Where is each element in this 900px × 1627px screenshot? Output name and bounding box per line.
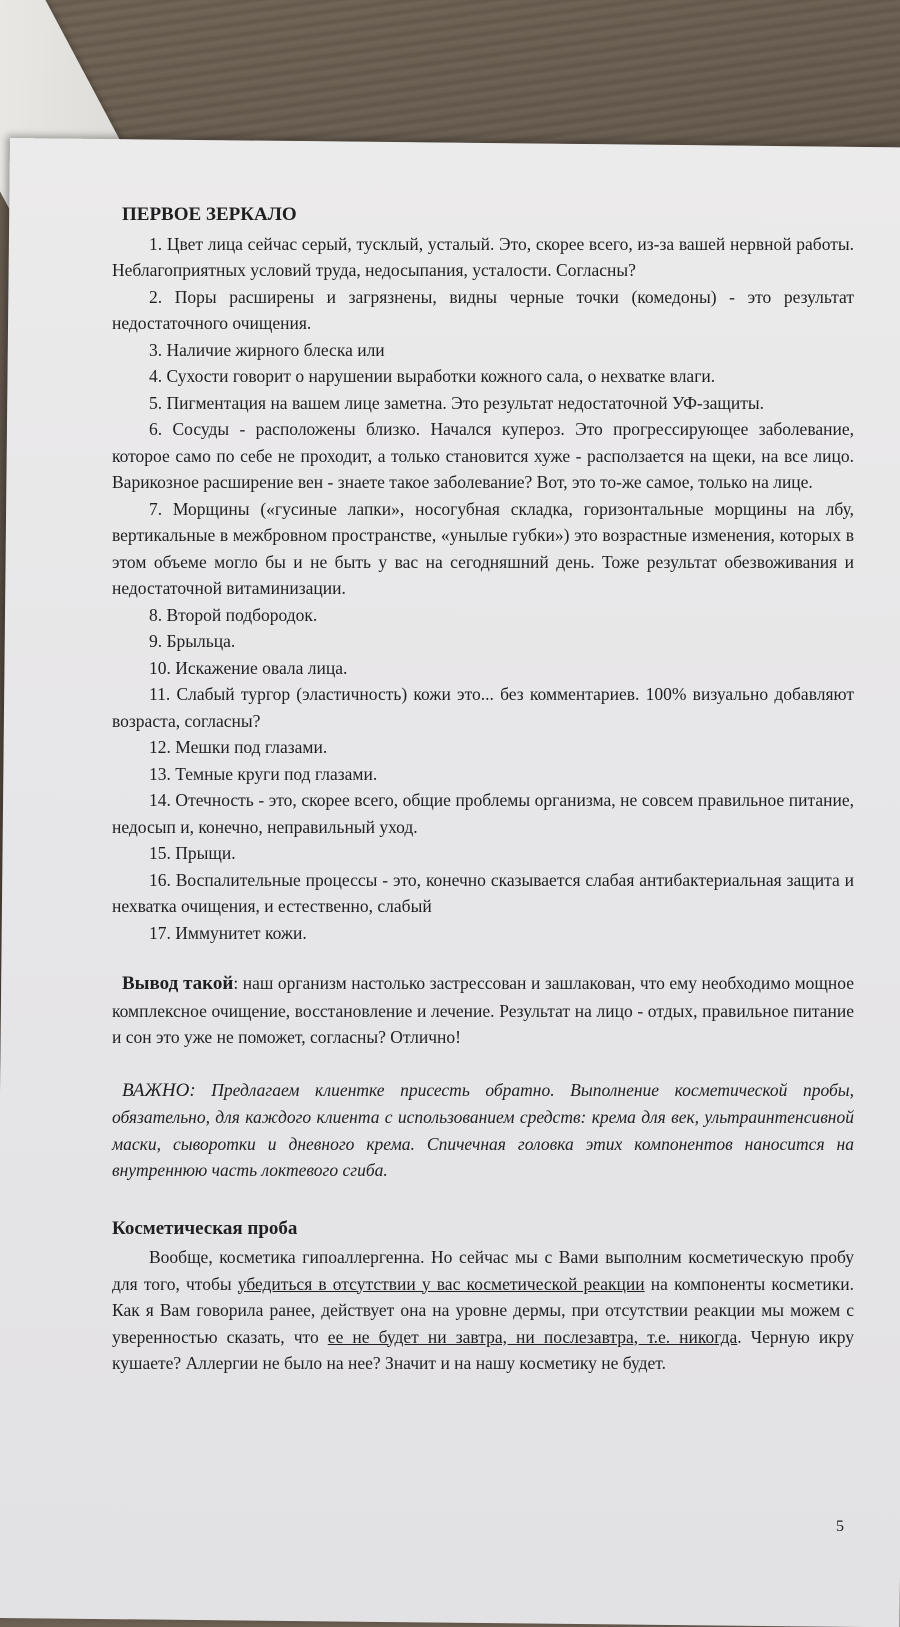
list-item: 16. Воспалительные процессы - это, конечно сказывается слабая антибактериальная защита и нехватка очищения, и естественно, слабый (112, 869, 854, 916)
important-text: Предлагаем клиентке присесть обратно. Выполнение косметической пробы, обязательно, для каждого клиента с использованием средств: крема для век, ультраинтенсивной маски, сыворотки и дневного крема. Спичечная головка этих компонентов наносится на внутреннюю часть локтевого сгиба. (112, 1079, 854, 1180)
list-item: 3. Наличие жирного блеска или (149, 339, 385, 360)
list-item: 5. Пигментация на вашем лице заметна. Это результат недостаточной УФ-защиты. (149, 392, 765, 413)
list-item: 2. Поры расширены и загрязнены, видны черные точки (комедоны) - это результат недостаточного очищения. (112, 286, 854, 333)
list-item: 17. Иммунитет кожи. (149, 922, 307, 943)
important-lead: ВАЖНО: (122, 1079, 196, 1101)
list-item: 14. Отечность - это, скорее всего, общие проблемы организма, не совсем правильное питание, недосып и, конечно, неправильный уход. (112, 790, 854, 837)
list-item: 11. Слабый тургор (эластичность) кожи это... без комментариев. 100% визуально добавляют возраста, согласны? (112, 684, 854, 731)
section-paragraph (112, 1244, 854, 1377)
list-item: 15. Прыщи. (149, 843, 236, 863)
conclusion-lead: Вывод такой (122, 973, 234, 994)
list-item: 7. Морщины («гусиные лапки», носогубная складка, горизонтальные морщины на лбу, вертикальные в межбровном пространстве, «унылые губки») это возрастные изменения, которых в этом объеме могло бы и не быть у вас на сегодняшний день. Тоже результат обезвоживания и недостаточной витаминизации. (112, 498, 854, 598)
paragraph-part: Вообще, косметика гипоаллергенна. Но сейчас мы с Вами выполним косметическую пробу для того, чтобы (112, 1247, 854, 1294)
list-item: 12. Мешки под глазами. (149, 737, 328, 757)
list-item: 4. Сухости говорит о нарушении выработки кожного сала, о нехватке влаги. (149, 366, 716, 386)
list-item: 1. Цвет лица сейчас серый, тусклый, усталый. Это, скорее всего, из-за вашей нервной работы. Неблагоприятных условий труда, недосыпания, усталости. Согласны? (112, 233, 854, 280)
document-body (112, 202, 854, 1377)
underlined-phrase: ее не будет ни завтра, ни послезавтра, т.е. никогда (327, 1326, 738, 1347)
important-note (112, 1077, 854, 1184)
section-title: Косметическая проба (112, 1217, 298, 1239)
conclusion-paragraph (112, 970, 854, 1051)
paragraph-part: на компоненты косметики. Как я Вам говорила ранее, действует она на уровне дермы, при отсутствии реакции мы можем с уверенностью сказать, что (112, 1273, 855, 1347)
conclusion-text: : наш организм настолько застрессован и зашлакован, что ему необходимо мощное комплексное очищение, восстановление и лечение. Результат на лицо - отдых, правильное питание и сон это уже не поможет, согласны? Отлично! (112, 973, 854, 1047)
list-item: 10. Искажение овала лица. (149, 657, 348, 678)
document-title: ПЕРВОЕ ЗЕРКАЛО (122, 204, 297, 225)
paragraph-part: . Черную икру кушаете? Аллергии не было на нее? Значит и на нашу косметику не будет. (112, 1326, 855, 1373)
list-item: 9. Брыльца. (149, 631, 236, 651)
list-item: 6. Сосуды - расположены близко. Начался купероз. Это прогрессирующее заболевание, которое само по себе не проходит, а только становится хуже - расползается на щеки, на все лицо. Варикозное расширение вен - знаете такое заболевание? Вот, это то-же самое, только на лице. (112, 419, 854, 492)
list-item: 13. Темные круги под глазами. (149, 763, 378, 784)
wooden-table-background (0, 0, 900, 160)
list-item: 8. Второй подбородок. (149, 604, 318, 625)
page-number: 5 (836, 1518, 844, 1535)
underlined-phrase: убедиться в отсутствии у вас косметической реакции (237, 1273, 645, 1294)
